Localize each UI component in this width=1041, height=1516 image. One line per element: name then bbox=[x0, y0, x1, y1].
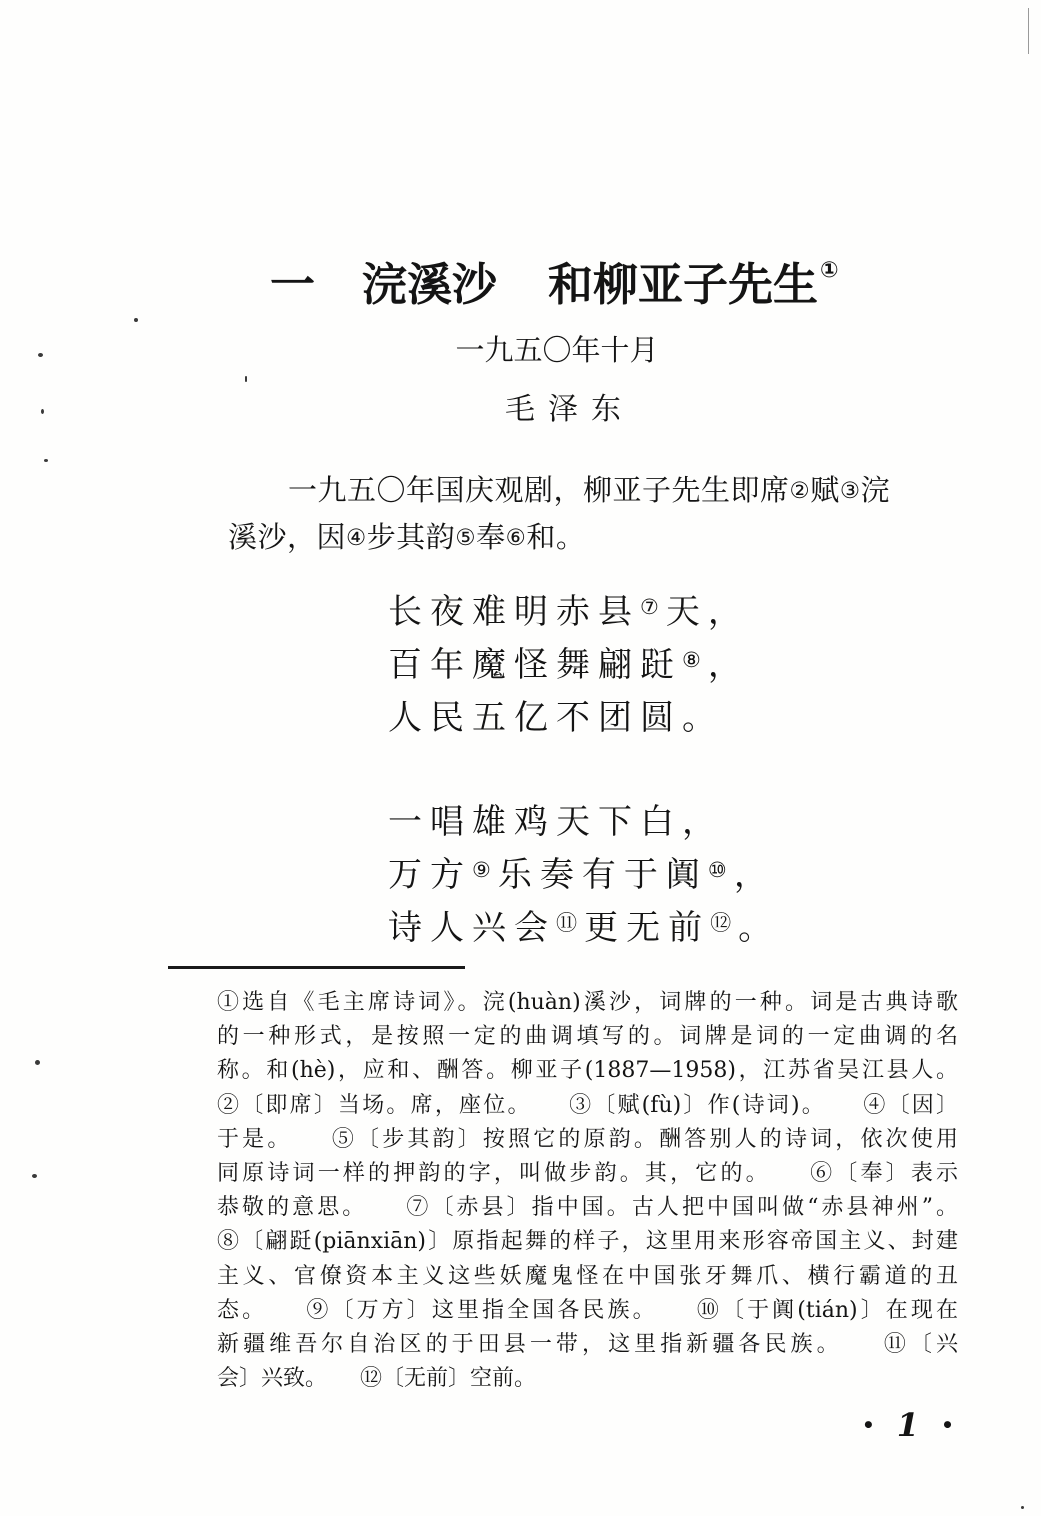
scan-speck bbox=[38, 353, 43, 357]
verse-line bbox=[388, 796, 780, 849]
footnote-line: 的一种形式，是按照一定的曲调填写的。词牌是词的一定曲调的名 bbox=[217, 1024, 958, 1050]
verse-line bbox=[388, 639, 780, 692]
footnote-divider bbox=[168, 966, 465, 969]
scan-speck bbox=[41, 409, 44, 414]
scan-edge-line bbox=[1028, 8, 1029, 54]
scan-speck bbox=[35, 1060, 40, 1065]
verse-line bbox=[388, 586, 780, 639]
footnote-marker: ④ bbox=[346, 525, 367, 552]
footnote-marker: ⑤ bbox=[455, 525, 477, 552]
preface-paragraph bbox=[228, 467, 898, 561]
footnote-marker: ⑧ bbox=[682, 647, 708, 673]
scan-speck bbox=[44, 459, 48, 462]
verse-text: 人民五亿不团圆。 bbox=[388, 698, 724, 738]
footnote-marker: ③ bbox=[839, 478, 861, 505]
footnote-line: 于是。 ⑤〔步其韵〕按照它的原韵。酬答别人的诗词，依次使用 bbox=[217, 1126, 958, 1152]
verse-text: 天， bbox=[665, 592, 750, 632]
footnote-line: 态。 ⑨〔万方〕这里指全国各民族。 ⑩〔于阗(tián)〕在现在 bbox=[217, 1297, 958, 1323]
footnote-line: 恭敬的意思。 ⑦〔赤县〕指中国。古人把中国叫做“赤县神州”。 bbox=[217, 1195, 958, 1221]
preface-text: 和。 bbox=[526, 520, 586, 554]
verse-text: 一唱雄鸡天下白， bbox=[388, 802, 724, 842]
title-subtitle: 和柳亚子先生 bbox=[548, 258, 819, 311]
preface-line bbox=[228, 467, 898, 514]
scan-speck bbox=[245, 376, 247, 382]
preface-line bbox=[228, 514, 898, 561]
verse-line bbox=[388, 692, 780, 745]
footnote-marker: ⑪ bbox=[556, 910, 585, 936]
preface-text: 一九五〇年国庆观剧，柳亚子先生即席 bbox=[288, 473, 790, 507]
verse-line bbox=[388, 849, 780, 902]
page-number-dot: • bbox=[941, 1413, 954, 1437]
footnote-line: 称。和(hè)，应和、酬答。柳亚子(1887—1958)，江苏省吴江县人。 bbox=[217, 1058, 958, 1084]
preface-text: 溪沙，因 bbox=[228, 520, 347, 554]
footnote-marker: ⑦ bbox=[640, 594, 666, 620]
scan-speck bbox=[1021, 1506, 1024, 1509]
footnote-line: ①选自《毛主席诗词》。浣(huàn)溪沙，词牌的一种。词是古典诗歌 bbox=[217, 990, 958, 1015]
footnote-line: ②〔即席〕当场。席，座位。 ③〔赋(fù)〕作(诗词)。 ④〔因〕 bbox=[217, 1092, 958, 1118]
footnote-marker: ⑥ bbox=[505, 525, 527, 552]
page-number-value: 1 bbox=[896, 1406, 920, 1444]
footnote-line: 主义、官僚资本主义这些妖魔鬼怪在中国张牙舞爪、横行霸道的丑 bbox=[217, 1263, 958, 1289]
title-tune-name: 浣溪沙 bbox=[362, 258, 498, 311]
verse-text: 。 bbox=[738, 908, 781, 948]
preface-text: 赋 bbox=[810, 473, 840, 507]
preface-text: 浣 bbox=[860, 473, 891, 507]
poem-date: 一九五〇年十月 bbox=[455, 333, 659, 367]
verse-text: 万方 bbox=[388, 855, 472, 895]
footnote-line: 会〕兴致。 ⑫〔无前〕空前。 bbox=[217, 1366, 537, 1392]
footnote-line: 新疆维吾尔自治区的于田县一带，这里指新疆各民族。 ⑪〔兴 bbox=[217, 1331, 958, 1357]
stanza-1 bbox=[388, 586, 780, 745]
verse-text: ， bbox=[707, 645, 750, 685]
footnote-marker: ⑫ bbox=[710, 910, 739, 936]
page-number bbox=[862, 1408, 954, 1442]
preface-text: 奉 bbox=[476, 520, 506, 554]
title-section-number: 一 bbox=[270, 258, 316, 311]
stanza-2 bbox=[388, 796, 780, 955]
scan-speck bbox=[134, 318, 138, 322]
footnote-marker: ⑨ bbox=[472, 857, 498, 883]
footnotes bbox=[217, 986, 958, 1396]
footnote-line: 同原诗词一样的押韵的字，叫做步韵。其，它的。 ⑥〔奉〕表示 bbox=[217, 1160, 958, 1186]
page-number-dot: • bbox=[862, 1413, 875, 1437]
verse-text: ， bbox=[733, 855, 776, 895]
verse-text: 长夜难明赤县 bbox=[388, 592, 640, 632]
poem-title bbox=[270, 258, 839, 311]
verse-text: 百年魔怪舞翩跹 bbox=[388, 645, 682, 685]
footnote-marker: ② bbox=[789, 478, 811, 505]
preface-text: 步其韵 bbox=[366, 520, 456, 554]
verse-line bbox=[388, 902, 780, 955]
footnote-marker: ⑩ bbox=[707, 857, 734, 883]
poem-body bbox=[388, 586, 780, 955]
poem-author: 毛泽东 bbox=[505, 392, 634, 427]
verse-text: 诗人兴会 bbox=[388, 908, 556, 948]
verse-text: 乐奏有于阗 bbox=[497, 855, 708, 895]
footnote-line: ⑧〔翩跹(piānxiān)〕原指起舞的样子，这里用来形容帝国主义、封建 bbox=[217, 1229, 958, 1255]
scan-speck bbox=[32, 1174, 37, 1178]
verse-text: 更无前 bbox=[584, 908, 711, 948]
title-footnote-marker: ① bbox=[820, 258, 839, 283]
